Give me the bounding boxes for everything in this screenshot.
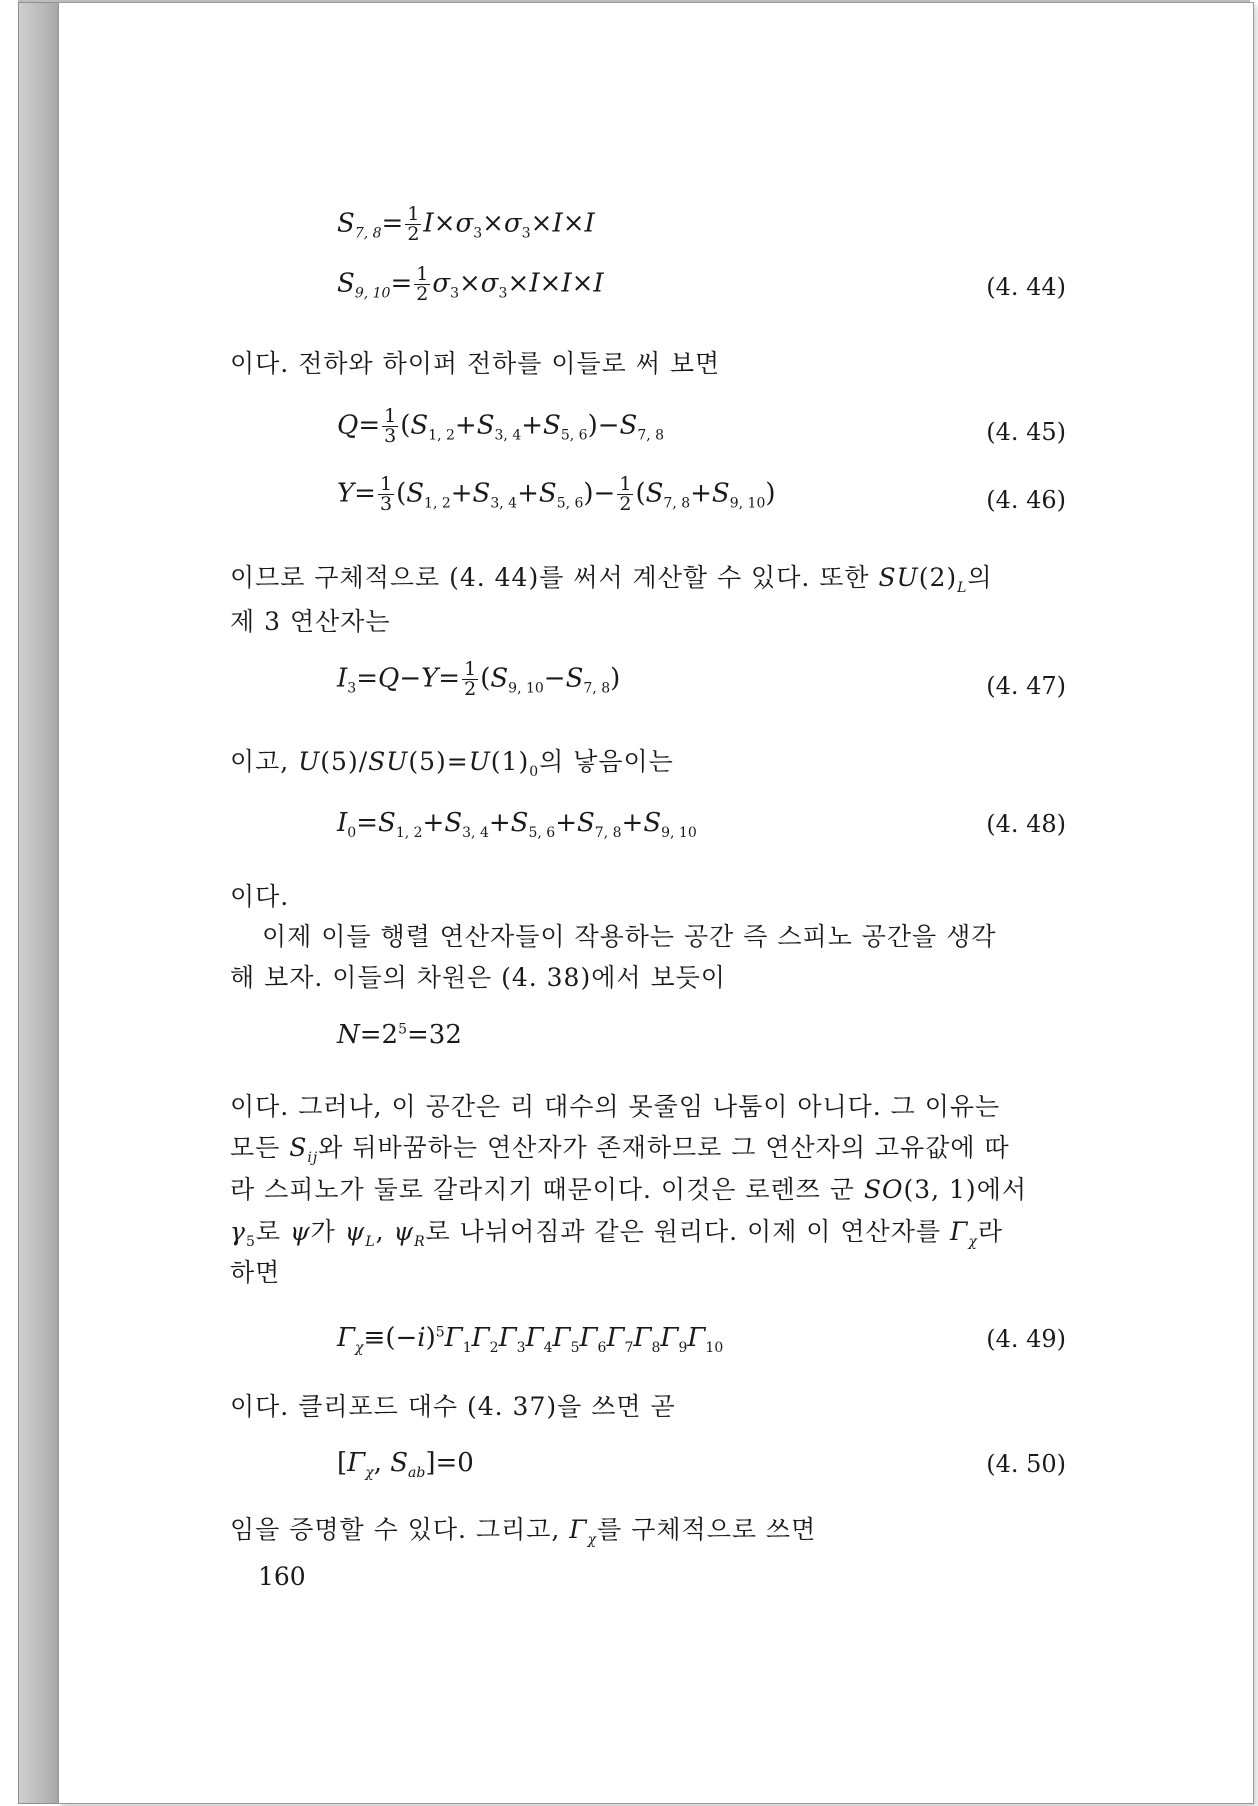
- page-number: 160: [258, 1562, 306, 1591]
- text-line: 이다. 전하와 하이퍼 전하를 이들로 써 보면: [230, 349, 721, 378]
- equation-i3: $I_3=Q-Y=$ $\frac{1}{2}$ $(S_{9, 10}-S_{7, 8})$: [337, 658, 621, 700]
- equation-number-4-47: (4. 47): [986, 672, 1066, 700]
- equation-commutator: [$\Gamma_\chi$, $S_{ab}]=0$: [337, 1448, 474, 1482]
- equation-gamma-chi: $\Gamma_\chi\equiv(-i)^5\Gamma_1\Gamma_2\Gamma_3\Gamma_4\Gamma_5\Gamma_6\Gamma_7\Gamma_8\Gamma_9\Gamma_{10}$: [337, 1323, 724, 1357]
- text-line: 이다. 클리포드 대수 (4. 37)을 쓰면 곧: [230, 1392, 676, 1421]
- equation-charge-q: Q= $\frac{1}{3}$ $(S_{1, 2}+S_{3, 4}+S_{5, 6})-S_{7, 8}$: [337, 405, 665, 447]
- text-line: 제 3 연산자는: [230, 607, 391, 636]
- book-spine: [18, 2, 60, 1804]
- equation-number-4-50: (4. 50): [986, 1450, 1066, 1478]
- text-line: 하면: [230, 1258, 281, 1287]
- text-line: 모든 $S_{ij}$와 뒤바꿈하는 연산자가 존재하므로 그 연산자의 고유값에 따: [230, 1133, 1010, 1166]
- equation-s78: $S_{7, 8}=$ $\frac{1}{2}$ $I\times\sigma_3\times\sigma_3\times I\times I$: [337, 203, 595, 245]
- text-line: 이고, $U(5)/SU(5)=U(1)_0$의 낳음이는: [230, 747, 674, 780]
- text-line: 이므로 구체적으로 (4. 44)를 써서 계산할 수 있다. 또한 $SU(2)_L$의: [230, 563, 993, 596]
- equation-n: $N=2^5=32$: [337, 1020, 462, 1050]
- text-line: $\gamma_5$로 ψ가 $\psi_L$, $\psi_R$로 나뉘어짐과 같은 원리다. 이제 이 연산자를 $\Gamma_\chi$라: [230, 1217, 1003, 1250]
- equation-number-4-48: (4. 48): [986, 810, 1066, 838]
- equation-i0: $I_0=S_{1, 2}+S_{3, 4}+S_{5, 6}+S_{7, 8}+S_{9, 10}$: [337, 808, 697, 842]
- text-line: 이다.: [230, 882, 290, 911]
- equation-hypercharge-y: Y= $\frac{1}{3}$ $(S_{1, 2}+S_{3, 4}+S_{5, 6})-$ $\frac{1}{2}$ $(S_{7, 8}+S_{9, 10})$: [337, 473, 776, 515]
- equation-number-4-44: (4. 44): [986, 273, 1066, 301]
- equation-s910: $S_{9, 10}=$ $\frac{1}{2}$ $\sigma_3\times\sigma_3\times I\times I\times I$: [337, 263, 604, 305]
- text-line: 이제 이들 행렬 연산자들이 작용하는 공간 즉 스피노 공간을 생각: [262, 922, 997, 951]
- equation-number-4-46: (4. 46): [986, 486, 1066, 514]
- text-line: 라 스피노가 둘로 갈라지기 때문이다. 이것은 로렌쯔 군 SO(3, 1)에서: [230, 1175, 1027, 1204]
- text-line: 이다. 그러나, 이 공간은 리 대수의 못줄임 나툼이 아니다. 그 이유는: [230, 1092, 1001, 1121]
- text-line: 해 보자. 이들의 차원은 (4. 38)에서 보듯이: [230, 963, 726, 992]
- equation-number-4-49: (4. 49): [986, 1325, 1066, 1353]
- text-line: 임을 증명할 수 있다. 그리고, $\Gamma_\chi$를 구체적으로 쓰면: [230, 1515, 817, 1548]
- equation-number-4-45: (4. 45): [986, 418, 1066, 446]
